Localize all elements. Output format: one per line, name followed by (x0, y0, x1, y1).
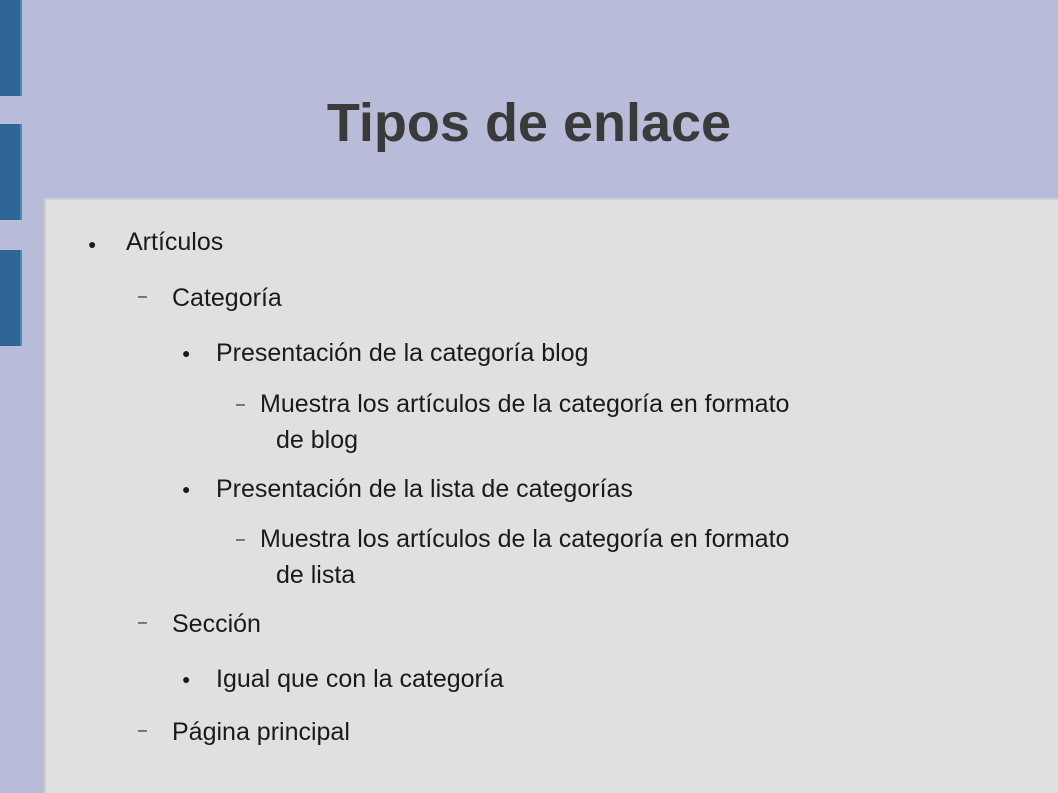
dash-marker: – (236, 396, 245, 413)
list-item-muestra-lista-cont: de lista (276, 561, 356, 589)
list-item-muestra-lista: Muestra los artículos de la categoría en formato (260, 525, 790, 553)
list-item-muestra-blog: Muestra los artículos de la categoría en formato (260, 390, 790, 418)
content-panel (44, 198, 1058, 793)
list-item-seccion: Sección (172, 610, 261, 638)
list-item-muestra-blog-cont: de blog (276, 426, 359, 454)
bullet-marker: ● (88, 236, 97, 252)
bullet-marker: ● (182, 481, 191, 497)
dash-marker: – (138, 722, 147, 739)
list-item-presentacion-blog: Presentación de la categoría blog (216, 339, 589, 367)
list-item-igual: Igual que con la categoría (216, 665, 504, 693)
bullet-marker: ● (182, 671, 191, 687)
list-item-pagina-principal: Página principal (172, 718, 350, 746)
list-item-categoria: Categoría (172, 284, 282, 312)
bullet-marker: ● (182, 345, 191, 361)
list-item-presentacion-lista: Presentación de la lista de categorías (216, 475, 633, 503)
left-accent-bar-1 (0, 0, 22, 96)
list-item-articulos: Artículos (126, 228, 224, 256)
slide-title: Tipos de enlace (326, 93, 732, 153)
dash-marker: – (138, 614, 147, 631)
dash-marker: – (138, 288, 147, 305)
left-accent-bar-3 (0, 250, 22, 346)
dash-marker: – (236, 531, 245, 548)
